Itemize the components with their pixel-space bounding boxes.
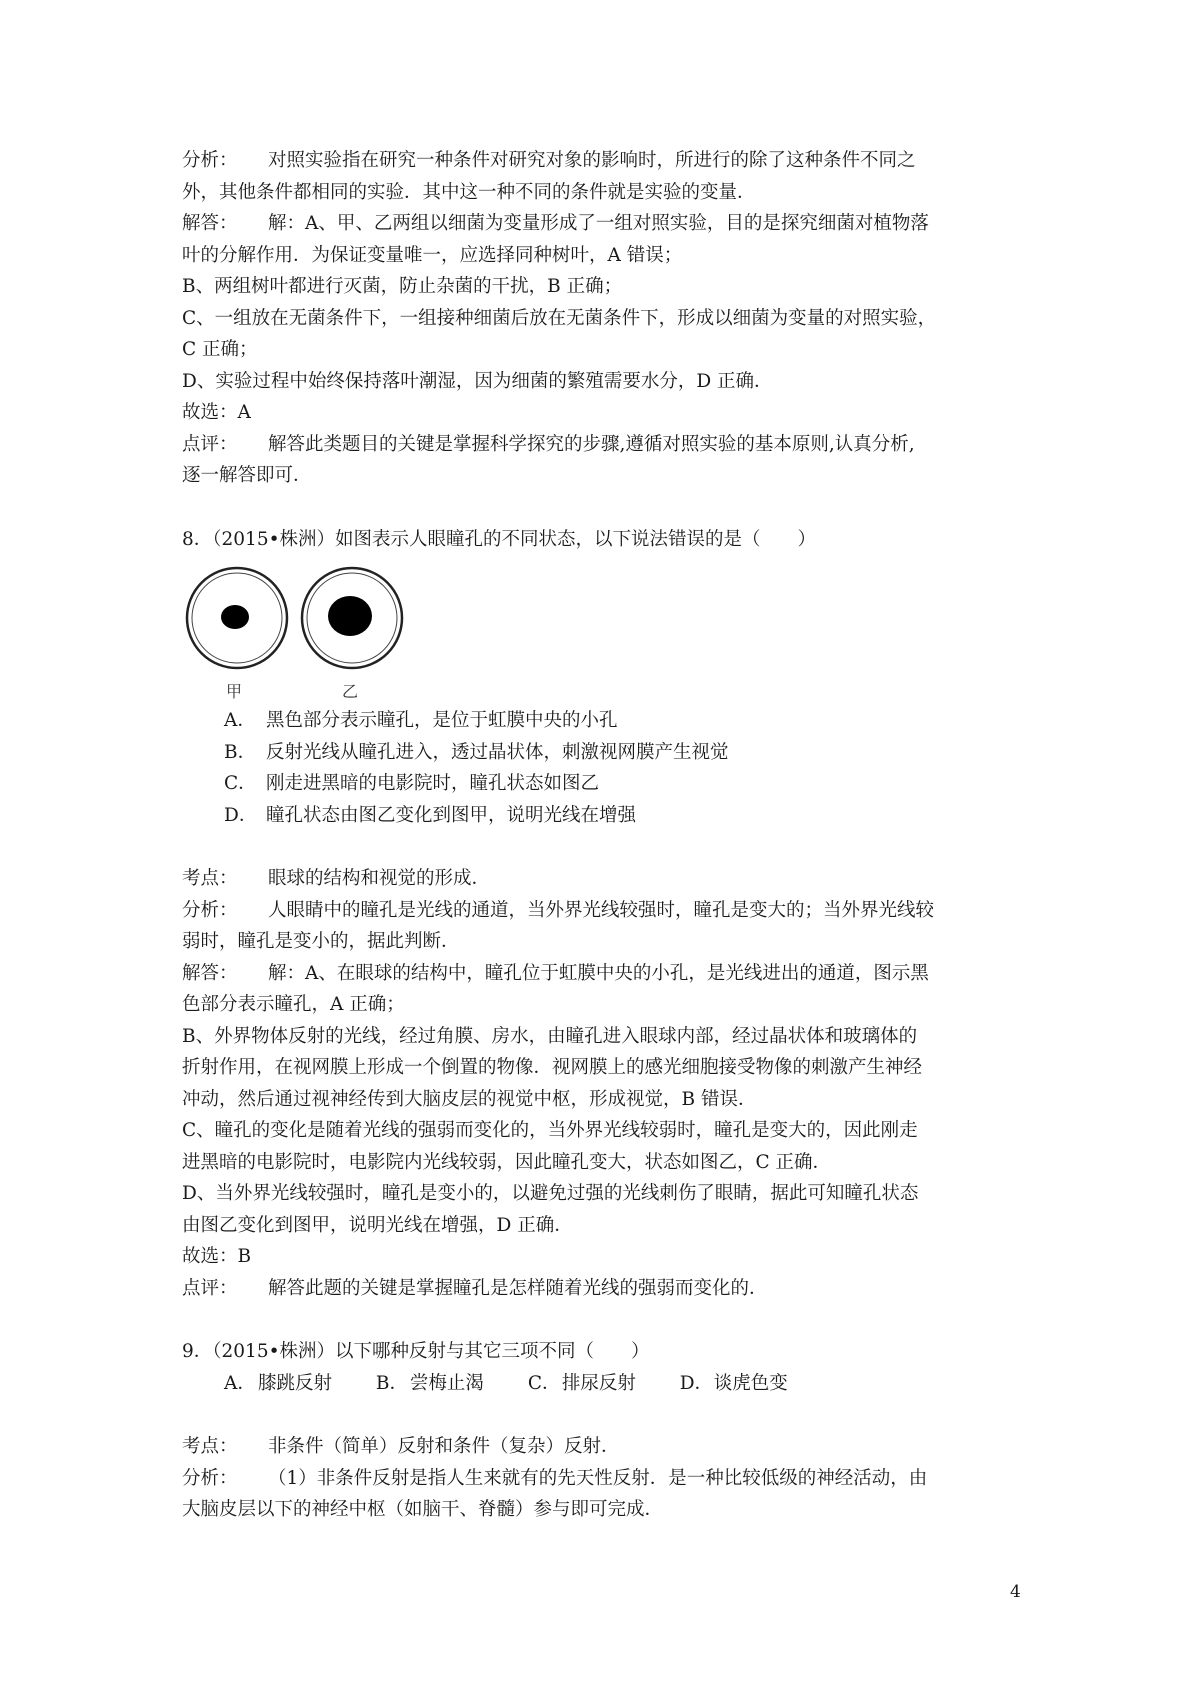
option-c: C． 刚走进黑暗的电影院时，瞳孔状态如图乙 — [224, 773, 600, 794]
text-line: C 正确； — [182, 339, 258, 360]
option-b: B． 反射光线从瞳孔进入，透过晶状体，刺激视网膜产生视觉 — [224, 741, 729, 763]
text-line: 由图乙变化到图甲，说明光线在增强，D 正确． — [182, 1214, 573, 1236]
question-9-options: A． 膝跳反射 B． 尝梅止渴 C．排尿反射 D．谈虎色变 — [224, 1372, 788, 1394]
analysis-line: 分析： 人眼睛中的瞳孔是光线的通道，当外界光线较强时，瞳孔是变大的；当外界光线较 — [182, 899, 935, 921]
spacer — [182, 492, 1042, 524]
text-line: B、外界物体反射的光线，经过角膜、房水，由瞳孔进入眼球内部，经过晶状体和玻璃体的 — [182, 1025, 918, 1047]
text-line: 叶的分解作用．为保证变量唯一，应选择同种树叶，A 错误； — [182, 244, 683, 266]
point-line: 考点： 眼球的结构和视觉的形成． — [182, 868, 491, 889]
text-line: 进黑暗的电影院时，电影院内光线较弱，因此瞳孔变大，状态如图乙，C 正确． — [182, 1151, 832, 1173]
text-line: C、瞳孔的变化是随着光线的强弱而变化的，当外界光线较弱时，瞳孔是变大的，因此刚走 — [182, 1120, 918, 1141]
question-8-stem: 8．（2015•株洲）如图表示人眼瞳孔的不同状态，以下说法错误的是（ ） — [182, 528, 817, 550]
answer-line: 解答： 解：A、甲、乙两组以细菌为变量形成了一组对照实验，目的是探究细菌对植物落 — [182, 213, 929, 234]
text-line: B、两组树叶都进行灭菌，防止杂菌的干扰，B 正确； — [182, 276, 623, 297]
pupil-figure — [182, 561, 1042, 701]
pupil-jia-small — [221, 605, 249, 629]
spacer — [182, 1399, 1042, 1431]
analysis-line: 分析： （1）非条件反射是指人生来就有的先天性反射．是一种比较低级的神经活动，由 — [182, 1467, 928, 1489]
text-line: C、一组放在无菌条件下，一组接种细菌后放在无菌条件下，形成以细菌为变量的对照实验， — [182, 307, 937, 329]
text-line: 弱时，瞳孔是变小的，据此判断． — [182, 931, 460, 952]
text-line: D、当外界光线较强时，瞳孔是变小的，以避免过强的光线刺伤了眼睛，据此可知瞳孔状态 — [182, 1183, 919, 1204]
choice-line: 故选：B — [182, 1246, 252, 1267]
comment-line: 点评： 解答此类题目的关键是掌握科学探究的步骤,遵循对照实验的基本原则,认真分析, — [182, 433, 915, 455]
page-number: 4 — [1010, 1582, 1021, 1602]
text-line: 逐一解答即可． — [182, 465, 312, 486]
comment-line: 点评： 解答此题的关键是掌握瞳孔是怎样随着光线的强弱而变化的． — [182, 1277, 768, 1299]
pupil-yi-large — [328, 596, 372, 636]
text-line: 大脑皮层以下的神经中枢（如脑干、脊髓）参与即可完成． — [182, 1499, 664, 1520]
document-body — [182, 145, 1042, 1526]
answer-line: 解答： 解：A、在眼球的结构中，瞳孔位于虹膜中央的小孔，是光线进出的通道，图示黑 — [182, 962, 929, 984]
choice-line: 故选：A — [182, 402, 251, 423]
label-jia: 甲 — [226, 682, 243, 701]
analysis-line: 分析： 对照实验指在研究一种条件对研究对象的影响时，所进行的除了这种条件不同之 — [182, 150, 916, 171]
label-yi: 乙 — [342, 682, 359, 701]
text-line: 外，其他条件都相同的实验．其中这一种不同的条件就是实验的变量． — [182, 181, 756, 203]
text-line: 折射作用，在视网膜上形成一个倒置的物像．视网膜上的感光细胞接受物像的刺激产生神经 — [182, 1057, 923, 1078]
text-line: 色部分表示瞳孔，A 正确； — [182, 994, 405, 1015]
text-line: D、实验过程中始终保持落叶潮湿，因为细菌的繁殖需要水分，D 正确． — [182, 370, 773, 392]
option-d: D． 瞳孔状态由图乙变化到图甲，说明光线在增强 — [224, 804, 637, 826]
spacer — [182, 1304, 1042, 1336]
point-line: 考点： 非条件（简单）反射和条件（复杂）反射． — [182, 1436, 620, 1457]
pupil-diagram — [182, 561, 422, 701]
spacer — [182, 831, 1042, 863]
text-line: 冲动，然后通过视神经传到大脑皮层的视觉中枢，形成视觉，B 错误． — [182, 1088, 757, 1110]
question-9-stem: 9．（2015•株洲）以下哪种反射与其它三项不同（ ） — [182, 1341, 650, 1362]
option-a: A． 黑色部分表示瞳孔，是位于虹膜中央的小孔 — [224, 710, 618, 731]
